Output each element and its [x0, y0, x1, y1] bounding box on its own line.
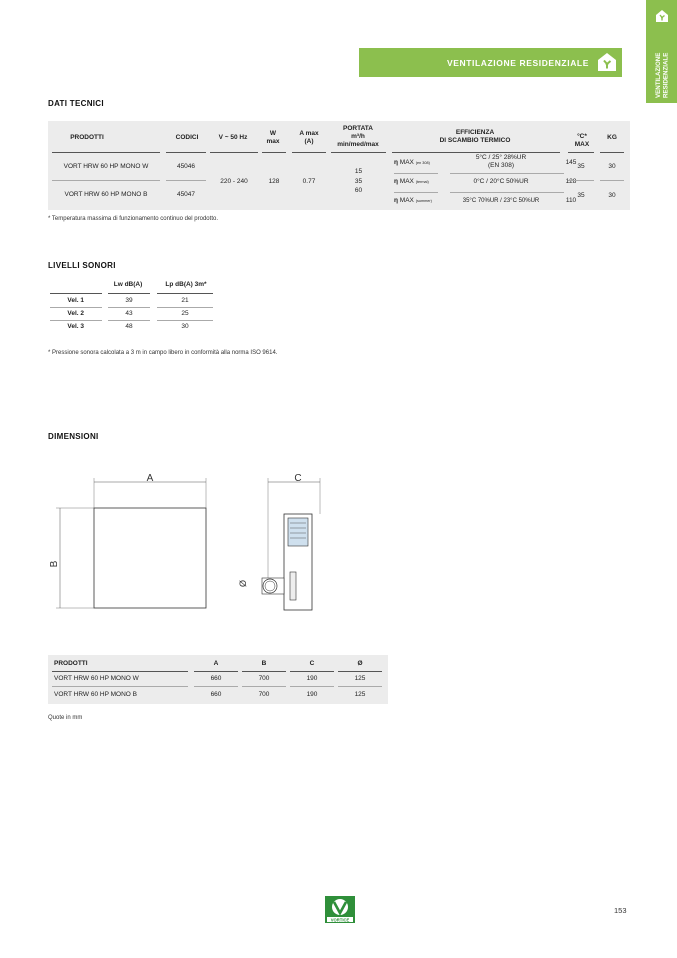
dims-c: 190 — [306, 675, 318, 682]
dim-label-diameter: Ø — [238, 579, 248, 587]
banner-title: VENTILAZIONE RESIDENZIALE — [446, 58, 589, 68]
efficiency-value: 128 — [565, 178, 577, 185]
dims-c: 190 — [306, 691, 318, 698]
sound-lw: 48 — [125, 323, 133, 330]
side-section-tab — [646, 0, 677, 103]
dims-header-prodotti: PRODOTTI — [54, 660, 88, 667]
dims-a: 660 — [210, 675, 222, 682]
vortice-logo — [325, 896, 355, 923]
dims-b: 700 — [258, 675, 270, 682]
portata-values: 15 35 60 — [354, 168, 363, 194]
side-tab-line2: RESIDENZIALE — [662, 52, 670, 98]
dim-label-b: B — [49, 560, 60, 568]
voltage-value: 220 - 240 — [220, 178, 248, 185]
efficiency-label: η MAX (termal) — [394, 178, 429, 185]
efficiency-label: η MAX (en 308) — [394, 159, 430, 166]
header-portata: PORTATA m³/h min/med/max — [337, 125, 379, 148]
dims-header-diameter: Ø — [357, 660, 363, 667]
sound-lw: 39 — [125, 297, 133, 304]
header-amp: A max (A) — [299, 130, 319, 145]
efficiency-value: 110 — [565, 197, 577, 204]
efficiency-condition: 35°C 70%UR / 23°C 50%UR — [462, 198, 540, 204]
page-number: 153 — [614, 906, 627, 915]
temp-value: 35 — [577, 192, 585, 199]
sound-row-label: Vel. 1 — [67, 297, 84, 304]
header-codici: CODICI — [175, 134, 199, 141]
efficiency-label: η MAX (summer) — [394, 197, 432, 204]
dims-product: VORT HRW 60 HP MONO B — [54, 691, 137, 698]
amp-value: 0.77 — [302, 178, 316, 185]
dim-label-a: A — [146, 473, 154, 484]
header-temp: °C* MAX — [574, 133, 590, 148]
tech-note: * Temperatura massima di funzionamento continuo del prodotto. — [48, 216, 218, 222]
sound-row-label: Vel. 2 — [67, 310, 84, 317]
dims-title: DIMENSIONI — [48, 432, 99, 441]
kg-value: 30 — [608, 163, 616, 170]
sound-row-label: Vel. 3 — [67, 323, 84, 330]
dims-note: Quote in mm — [48, 715, 83, 721]
dims-diameter: 125 — [354, 675, 366, 682]
dims-header-a: A — [213, 660, 219, 667]
logo-text: VORTICE — [330, 917, 350, 923]
sound-lp: 30 — [181, 323, 189, 330]
temp-value: 35 — [577, 163, 585, 170]
sound-note: * Pressione sonora calcolata a 3 m in campo libero in conformità alla norma ISO 9614. — [48, 350, 278, 356]
efficiency-condition: 5°C / 25° 28%UR (EN 308) — [475, 154, 527, 169]
dims-header-b: B — [261, 660, 267, 667]
dims-header-c: C — [309, 660, 315, 667]
efficiency-condition: 0°C / 20°C 50%UR — [473, 178, 529, 185]
product-name: VORT HRW 60 HP MONO W — [63, 163, 149, 170]
tech-data-table — [48, 121, 630, 210]
dims-table — [48, 655, 388, 704]
sound-header-lp: Lp dB(A) 3m* — [165, 281, 207, 288]
product-code: 45047 — [176, 191, 196, 198]
watt-value: 128 — [268, 178, 280, 185]
fan-house-icon — [655, 9, 669, 23]
section-banner — [359, 48, 622, 77]
sound-lp: 25 — [181, 310, 189, 317]
dimension-drawing — [40, 468, 340, 618]
sound-lp: 21 — [181, 297, 189, 304]
dims-a: 660 — [210, 691, 222, 698]
product-name: VORT HRW 60 HP MONO B — [64, 191, 148, 198]
header-watt: W max — [266, 130, 280, 145]
tech-data-title: DATI TECNICI — [48, 99, 104, 108]
sound-title: LIVELLI SONORI — [48, 261, 116, 270]
efficiency-value: 145 — [565, 159, 577, 166]
header-efficienza: EFFICIENZA DI SCAMBIO TERMICO — [439, 129, 511, 144]
fan-house-icon — [596, 51, 618, 73]
dims-b: 700 — [258, 691, 270, 698]
front-view — [94, 508, 206, 608]
header-voltage: V ~ 50 Hz — [218, 134, 248, 141]
header-prodotti: PRODOTTI — [70, 134, 104, 141]
sound-header-lw: Lw dB(A) — [113, 281, 143, 288]
sound-lw: 43 — [125, 310, 133, 317]
header-kg: KG — [607, 134, 617, 141]
dims-product: VORT HRW 60 HP MONO W — [54, 675, 139, 682]
dim-label-c: C — [294, 473, 302, 484]
sound-table — [48, 279, 218, 334]
side-tab-line1: VENTILAZIONE — [655, 52, 662, 98]
product-code: 45046 — [176, 163, 196, 170]
dims-diameter: 125 — [354, 691, 366, 698]
kg-value: 30 — [608, 192, 616, 199]
